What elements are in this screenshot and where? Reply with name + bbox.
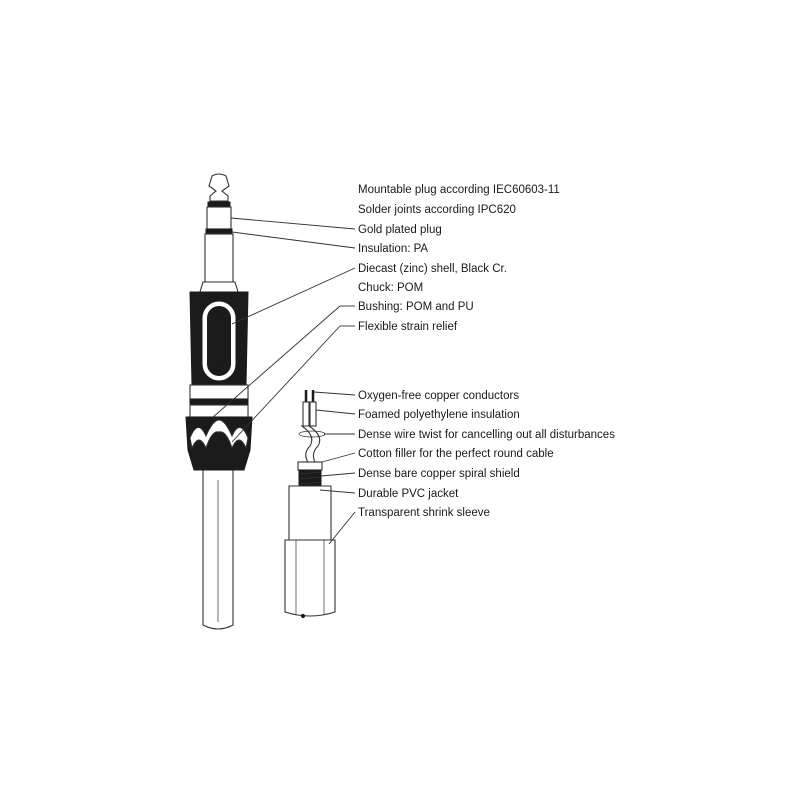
label-mountable-plug: Mountable plug according IEC60603-11 bbox=[358, 184, 560, 196]
label-pvc-jacket: Durable PVC jacket bbox=[358, 488, 459, 500]
plug-collar bbox=[200, 282, 238, 292]
insulated-wire-1 bbox=[303, 402, 309, 426]
label-spiral-shield: Dense bare copper spiral shield bbox=[358, 468, 520, 480]
label-shrink-sleeve: Transparent shrink sleeve bbox=[358, 507, 490, 519]
leader-spiral-shield bbox=[321, 473, 355, 476]
label-chuck: Chuck: POM bbox=[358, 282, 424, 294]
label-conductors: Oxygen-free copper conductors bbox=[358, 390, 520, 402]
shrink-sleeve bbox=[285, 540, 335, 616]
logo-text: NEUTRIK bbox=[212, 311, 224, 371]
cable-cutaway bbox=[285, 390, 335, 618]
label-strain-relief: Flexible strain relief bbox=[358, 321, 458, 333]
leader-insulation bbox=[232, 232, 355, 248]
label-cotton-filler: Cotton filler for the perfect round cable bbox=[358, 448, 554, 460]
plug-sleeve bbox=[205, 234, 233, 282]
label-gold-plated-plug: Gold plated plug bbox=[358, 224, 442, 236]
shell-ring bbox=[190, 385, 248, 399]
leader-shrink-sleeve bbox=[329, 512, 355, 544]
cotton-filler bbox=[298, 462, 322, 470]
leader-strain-relief bbox=[232, 326, 340, 442]
label-solder-joints: Solder joints according IPC620 bbox=[358, 204, 516, 216]
leader-gold-plated-plug bbox=[231, 218, 355, 229]
label-foamed-insulation: Foamed polyethylene insulation bbox=[358, 409, 520, 421]
leader-diecast-shell bbox=[232, 268, 355, 324]
pvc-jacket bbox=[289, 486, 331, 540]
insulated-wire-2 bbox=[310, 402, 316, 426]
leader-cotton-filler bbox=[322, 453, 355, 462]
jack-plug bbox=[186, 174, 252, 629]
label-bushing: Bushing: POM and PU bbox=[358, 301, 474, 313]
plug-insulation-ring-2 bbox=[206, 229, 232, 234]
plug-ring bbox=[207, 207, 231, 229]
plug-insulation-ring bbox=[208, 202, 230, 207]
leader-conductors bbox=[314, 392, 355, 395]
plug-tip bbox=[209, 174, 229, 201]
label-wire-twist: Dense wire twist for cancelling out all disturbances bbox=[358, 429, 615, 441]
label-diecast-shell: Diecast (zinc) shell, Black Cr. bbox=[358, 263, 507, 275]
labels bbox=[358, 184, 615, 519]
label-insulation: Insulation: PA bbox=[358, 243, 429, 255]
leader-foamed-insulation bbox=[316, 410, 355, 414]
